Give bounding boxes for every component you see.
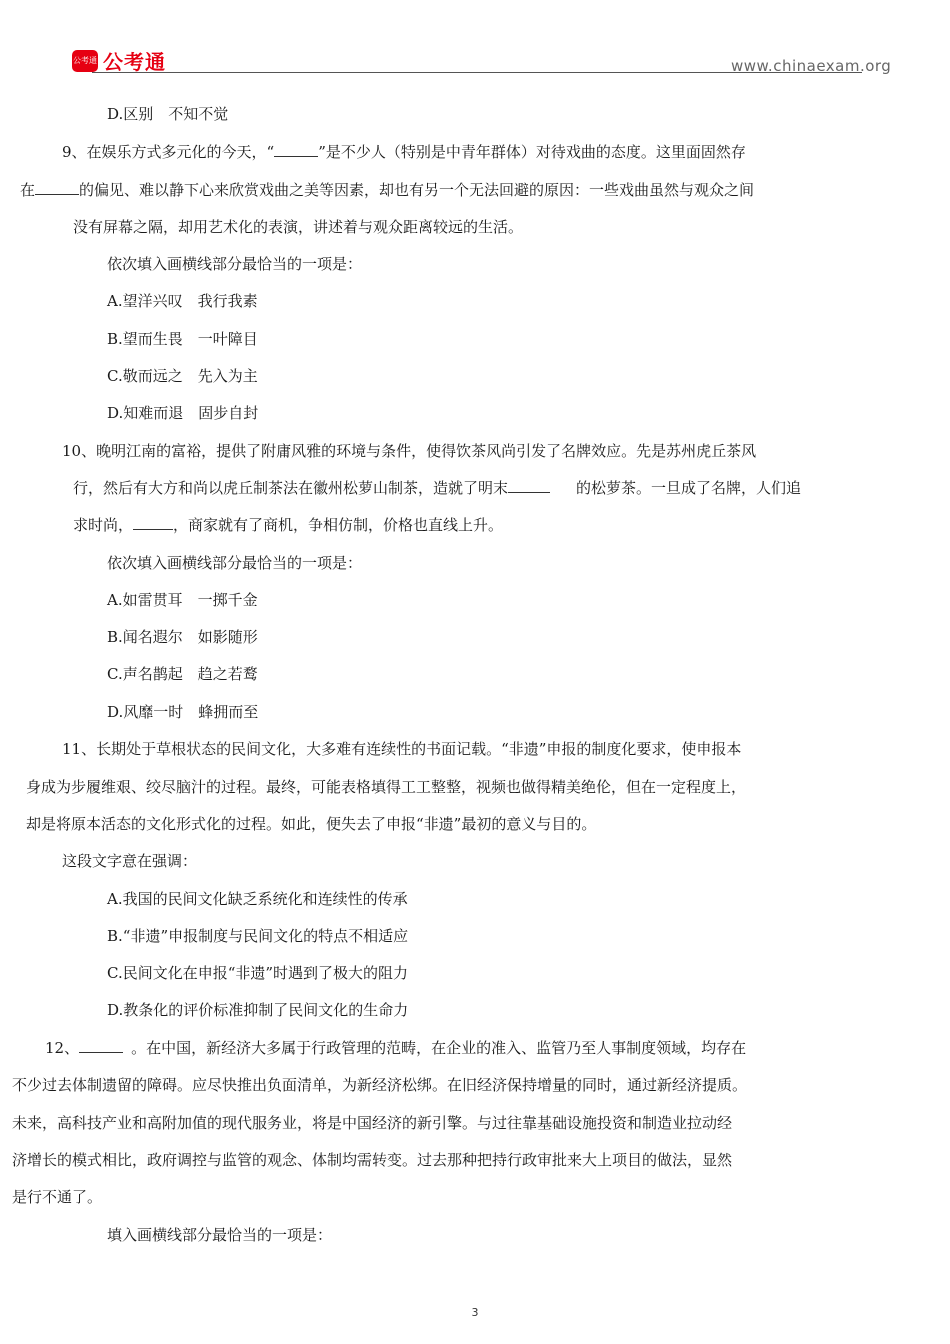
q9-option-a: A.望洋兴叹 我行我素 xyxy=(107,292,258,310)
q12-blank xyxy=(79,1038,123,1053)
q10-line-2-a: 行，然后有大方和尚以虎丘制茶法在徽州松萝山制茶，造就了明末 xyxy=(73,479,509,497)
q12-prompt: 填入画横线部分最恰当的一项是： xyxy=(107,1226,333,1244)
q11-option-c: C.民间文化在申报“非遗”时遇到了极大的阻力 xyxy=(107,964,409,982)
q11-option-d: D.教条化的评价标准抑制了民间文化的生命力 xyxy=(107,1001,409,1019)
q8-option-d: D.区别 不知不觉 xyxy=(107,105,229,123)
logo-badge: 公考通 xyxy=(72,50,98,72)
q11-line-1: 11、长期处于草根状态的民间文化，大多难有连续性的书面记载。“非遗”申报的制度化要求，使申报本 xyxy=(62,740,742,758)
q9-line-1-a: 9、在娱乐方式多元化的今天，“ xyxy=(62,143,275,161)
q10-line-3-a: 求时尚， xyxy=(73,516,134,534)
q9-blank-2 xyxy=(35,180,79,195)
q10-blank-2 xyxy=(133,515,173,530)
q10-blank-1 xyxy=(508,478,550,493)
site-url[interactable]: www.chinaexam.org xyxy=(731,57,892,75)
q9-option-c: C.敬而远之 先入为主 xyxy=(107,367,258,385)
logo xyxy=(72,46,166,75)
q9-option-b: B.望而生畏 一叶障目 xyxy=(107,330,258,348)
q10-option-a: A.如雷贯耳 一掷千金 xyxy=(107,591,258,609)
q9-line-2-b: 的偏见、难以静下心来欣赏戏曲之美等因素，却也有另一个无法回避的原因：一些戏曲虽然与观众之间 xyxy=(79,181,755,199)
q9-line-3: 没有屏幕之隔，却用艺术化的表演，讲述着与观众距离较远的生活。 xyxy=(73,218,524,236)
q12-line-2: 不少过去体制遗留的障碍。应尽快推出负面清单，为新经济松绑。在旧经济保持增量的同时，通过新经济提质。 xyxy=(12,1076,748,1094)
q9-line-2 xyxy=(20,180,754,200)
page-number: 3 xyxy=(471,1306,479,1319)
q11-option-b: B.“非遗”申报制度与民间文化的特点不相适应 xyxy=(107,927,409,945)
q10-line-1: 10、晚明江南的富裕，提供了附庸风雅的环境与条件，使得饮茶风尚引发了名牌效应。先是苏州虎丘茶风 xyxy=(62,442,757,460)
q11-option-a: A.我国的民间文化缺乏系统化和连续性的传承 xyxy=(107,890,408,908)
q11-line-3: 却是将原本活态的文化形式化的过程。如此，便失去了申报“非遗”最初的意义与目的。 xyxy=(26,815,597,833)
q10-line-2-b: 的松萝茶。一旦成了名牌，人们追 xyxy=(576,479,802,497)
q9-line-1 xyxy=(62,142,746,162)
q10-option-b: B.闻名遐尔 如影随形 xyxy=(107,628,258,646)
q9-option-d: D.知难而退 固步自封 xyxy=(107,404,259,422)
q9-blank-1 xyxy=(274,142,318,157)
q12-line-1 xyxy=(45,1038,746,1058)
q12-line-1-b: 。在中国，新经济大多属于行政管理的范畴，在企业的准入、监管乃至人事制度领域，均存在 xyxy=(131,1039,747,1057)
q10-option-c: C.声名鹊起 趋之若鹜 xyxy=(107,665,258,683)
q11-line-2: 身成为步履维艰、绞尽脑汁的过程。最终，可能表格填得工工整整，视频也做得精美绝伦，但在一定程度上， xyxy=(26,778,747,796)
q10-line-3-b: ，商家就有了商机，争相仿制，价格也直线上升。 xyxy=(173,516,504,534)
q12-line-1-a: 12、 xyxy=(45,1039,80,1057)
q12-line-3: 未来，高科技产业和高附加值的现代服务业，将是中国经济的新引擎。与过往靠基础设施投资和制造业拉动经 xyxy=(12,1114,733,1132)
q9-prompt: 依次填入画横线部分最恰当的一项是： xyxy=(107,255,363,273)
q10-option-d: D.风靡一时 蜂拥而至 xyxy=(107,703,259,721)
q10-prompt: 依次填入画横线部分最恰当的一项是： xyxy=(107,554,363,572)
logo-text: 公考通 xyxy=(103,50,166,74)
q12-line-5: 是行不通了。 xyxy=(12,1188,103,1206)
q9-line-2-a: 在 xyxy=(20,181,36,199)
q11-prompt: 这段文字意在强调： xyxy=(62,852,198,870)
q12-line-4: 济增长的模式相比，政府调控与监管的观念、体制均需转变。过去那种把持行政审批来大上项目的做法，显然 xyxy=(12,1151,733,1169)
q10-line-3 xyxy=(73,515,503,535)
q9-line-1-b: ”是不少人（特别是中青年群体）对待戏曲的态度。这里面固然存 xyxy=(318,143,746,161)
q10-line-2 xyxy=(73,478,801,498)
